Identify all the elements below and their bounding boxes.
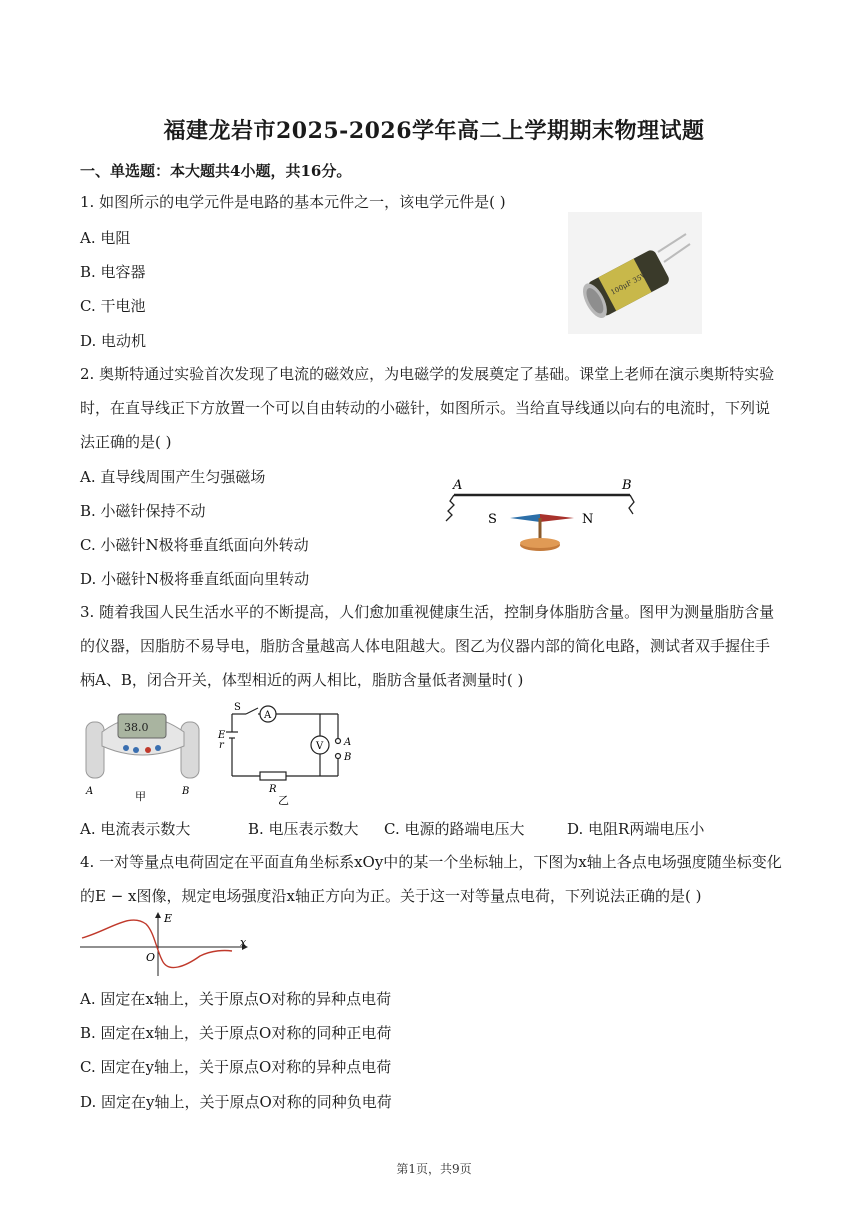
axis-e-label: E: [164, 912, 173, 925]
q2-option-c[interactable]: C. 小磁针N极将垂直纸面向外转动: [80, 536, 309, 554]
section-header: 一、单选题：本大题共4小题，共16分。: [80, 162, 352, 180]
needle-n-end: [540, 514, 574, 522]
switch-label: S: [234, 702, 241, 713]
q3-option-c[interactable]: C. 电源的路端电压大: [384, 820, 525, 838]
terminal-b-label: B: [344, 752, 352, 763]
q2-option-a[interactable]: A. 直导线周围产生匀强磁场: [80, 468, 266, 486]
q3-option-d[interactable]: D. 电阻R两端电压小: [567, 820, 705, 838]
q1-option-d[interactable]: D. 电动机: [80, 332, 147, 350]
q3-stem-line2: 的仪器，因脂肪不易导电，脂肪含量越高人体电阻越大。图乙为仪器内部的简化电路，测试者双手握住手: [80, 637, 771, 655]
fat-meter-figure: [80, 702, 205, 802]
capacitor-image: [568, 212, 702, 334]
q2-stem-line1: 2. 奥斯特通过实验首次发现了电流的磁效应，为电磁学的发展奠定了基础。课堂上老师在演示奥斯特实验: [80, 365, 775, 383]
origin-label: O: [146, 951, 156, 964]
voltmeter-label: V: [316, 741, 324, 752]
q1-option-c[interactable]: C. 干电池: [80, 297, 146, 315]
q4-option-b[interactable]: B. 固定在x轴上，关于原点O对称的同种正电荷: [80, 1024, 392, 1042]
capacitor-label: 100μF 35V: [609, 271, 648, 297]
caption-jia: 甲: [135, 790, 146, 802]
q3-option-a[interactable]: A. 电流表示数大: [80, 820, 191, 838]
emf-label: E: [218, 730, 226, 741]
circuit-figure: [212, 698, 362, 806]
ammeter-label: A: [264, 710, 272, 721]
q3-stem-line3: 柄A、B，闭合开关，体型相近的两人相比，脂肪含量低者测量时( ): [80, 671, 524, 689]
label-s: S: [488, 512, 497, 527]
needle-s-end: [510, 514, 540, 522]
handle-a-label: A: [86, 786, 94, 797]
q1-option-b[interactable]: B. 电容器: [80, 263, 146, 281]
q1-option-a[interactable]: A. 电阻: [80, 229, 131, 247]
page-footer: 第1页，共9页: [396, 1162, 472, 1176]
e-x-curve: [82, 920, 232, 968]
terminal-a-label: A: [344, 737, 352, 748]
q4-stem-line2: 的E − x图像，规定电场强度沿x轴正方向为正。关于这一对等量点电荷，下列说法正确的是( ): [80, 887, 702, 905]
meter-display: 38.0: [124, 721, 149, 734]
q2-option-b[interactable]: B. 小磁针保持不动: [80, 502, 206, 520]
q1-stem: 1. 如图所示的电学元件是电路的基本元件之一，该电学元件是( ): [80, 193, 506, 211]
page-title: 福建龙岩市2025-2026学年高二上学期期末物理试题: [163, 118, 705, 144]
e-x-graph: [80, 910, 250, 980]
resistor-label: R: [269, 784, 277, 795]
q2-option-d[interactable]: D. 小磁针N极将垂直纸面向里转动: [80, 570, 310, 588]
q3-stem-line1: 3. 随着我国人民生活水平的不断提高，人们愈加重视健康生活，控制身体脂肪含量。图甲为测量脂肪含量: [80, 603, 775, 621]
caption-yi: 乙: [278, 794, 289, 806]
handle-b-label: B: [182, 786, 190, 797]
q4-option-c[interactable]: C. 固定在y轴上，关于原点O对称的异种点电荷: [80, 1058, 392, 1076]
q4-stem-line1: 4. 一对等量点电荷固定在平面直角坐标系xOy中的某一个坐标轴上，下图为x轴上各点电场强度随坐标变化: [80, 853, 782, 871]
label-a: A: [453, 478, 463, 493]
q4-option-a[interactable]: A. 固定在x轴上，关于原点O对称的异种点电荷: [80, 990, 392, 1008]
oersted-figure: [440, 474, 640, 558]
q2-stem-line3: 法正确的是( ): [80, 433, 172, 451]
axis-x-label: x: [240, 936, 247, 949]
q3-option-b[interactable]: B. 电压表示数大: [248, 820, 359, 838]
label-b: B: [622, 478, 632, 493]
q2-stem-line2: 时，在直导线正下方放置一个可以自由转动的小磁针，如图所示。当给直导线通以向右的电流时，下列说: [80, 399, 771, 417]
q4-option-d[interactable]: D. 固定在y轴上，关于原点O对称的同种负电荷: [80, 1093, 392, 1111]
internal-r-label: r: [219, 740, 224, 751]
label-n: N: [582, 512, 594, 527]
